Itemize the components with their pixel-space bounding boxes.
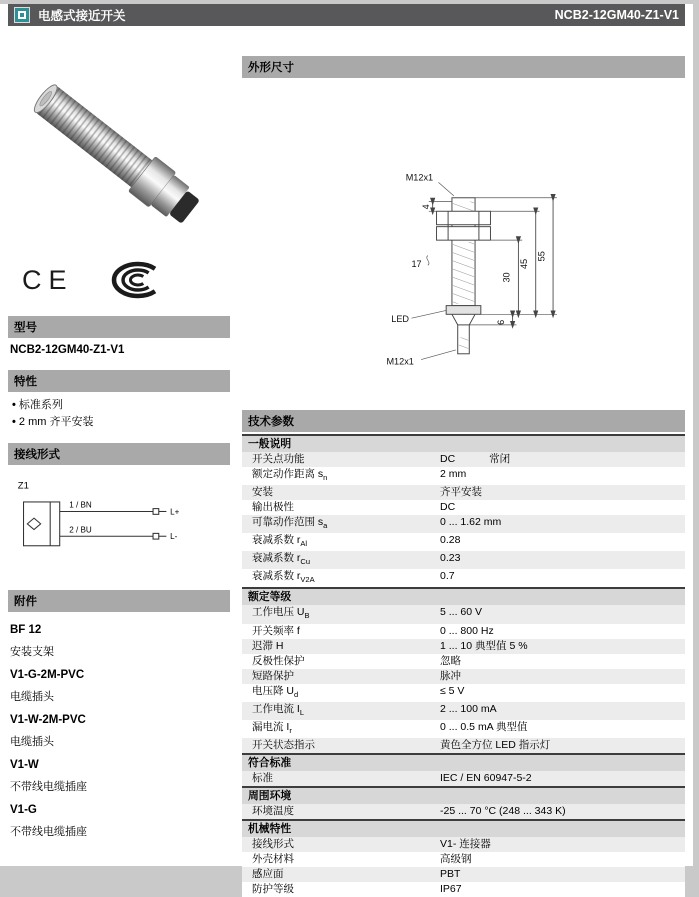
spec-group-header (242, 786, 685, 804)
wire1-label: 1 / BN (69, 500, 92, 510)
spec-row (242, 720, 685, 738)
spec-value: 1 ... 10 典型值 5 % (440, 639, 528, 652)
accessory-name: V1-G-2M-PVC (10, 669, 85, 681)
header-bar (8, 4, 685, 26)
terminal-plus-label: L+ (170, 507, 180, 517)
wiring-diagram (8, 465, 230, 578)
spec-row (242, 452, 685, 467)
dim-45-label: 45 (519, 258, 530, 270)
section-tech-params: 技术参数 (242, 410, 685, 432)
spec-value: 0.23 (440, 552, 461, 565)
spec-value: 黄色全方位 LED 指示灯 (440, 738, 551, 751)
section-accessories: 附件 (8, 590, 230, 612)
spec-value: V1- 连接器 (440, 837, 491, 850)
spec-value: 脉冲 (440, 669, 461, 682)
spec-value: PBT (440, 867, 461, 880)
spec-value: 0 ... 800 Hz (440, 624, 494, 637)
spec-value: IEC / EN 60947-5-2 (440, 771, 532, 784)
spec-row (242, 485, 685, 500)
accessory-description: 电缆插头 (10, 691, 54, 703)
left-column (8, 56, 230, 897)
spec-group-header (242, 587, 685, 605)
spec-label: 可靠动作范围 $s_a$ (252, 516, 328, 531)
spec-row (242, 605, 685, 623)
spec-row (242, 738, 685, 753)
led-label: LED (391, 314, 410, 325)
accessory-description: 电缆插头 (10, 736, 54, 748)
spec-value: DC 常闭 (440, 453, 511, 465)
datasheet-page (0, 4, 693, 895)
spec-row (242, 551, 685, 569)
spec-label: 接线形式 (252, 837, 294, 850)
spec-value: -25 ... 70 °C (248 ... 343 K) (440, 804, 566, 817)
spec-value: 0 ... 0.5 mA 典型值 (440, 720, 528, 733)
dimension-drawing-svg (242, 78, 685, 410)
spec-label: 开关频率 f (252, 624, 300, 637)
spec-label: 工作电压 $U_B$ (252, 606, 310, 621)
accessory-item (10, 804, 228, 839)
certification-marks (8, 256, 230, 304)
spec-value: 0 ... 1.62 mm (440, 516, 502, 529)
accessory-name: V1-W (10, 759, 39, 771)
dim-30-label: 30 (501, 272, 512, 283)
spec-label: 漏电流 $I_r$ (252, 720, 292, 735)
accessory-name: V1-G (10, 804, 37, 816)
wiring-diagram-svg (14, 473, 214, 569)
product-photo-svg (8, 56, 230, 256)
spec-value: 5 ... 60 V (440, 606, 483, 619)
dim-thread-bottom-label: M12x1 (386, 356, 414, 367)
accessory-description: 不带线电缆插座 (10, 781, 87, 793)
features-list (8, 392, 230, 431)
spec-value: 2 mm (440, 468, 467, 480)
spec-label: 输出极性 (252, 501, 294, 514)
spec-value: DC (440, 501, 456, 514)
spec-label: 感应面 (252, 867, 284, 880)
spec-label: 环境温度 (252, 804, 294, 817)
accessory-item (10, 669, 228, 704)
spec-row (242, 569, 685, 587)
spec-label: 衰减系数 $r_{V2A}$ (252, 570, 315, 585)
spec-group-title: 符合标准 (248, 756, 292, 769)
tech-table (242, 434, 685, 897)
spec-row (242, 624, 685, 639)
wiring-label: Z1 (17, 480, 29, 492)
right-column (242, 56, 685, 897)
spec-label: 电压降 $U_d$ (252, 684, 299, 699)
spec-row (242, 702, 685, 720)
dim-thread-top-label: M12x1 (405, 172, 434, 183)
page-title: 电感式接近开关 (38, 9, 126, 23)
section-connection: 接线形式 (8, 443, 230, 465)
spec-row (242, 467, 685, 485)
feature-item: • 2 mm 齐平安装 (10, 414, 228, 431)
accessory-description: 不带线电缆插座 (10, 826, 87, 838)
spec-group-title: 周围环境 (248, 789, 292, 802)
spec-row (242, 804, 685, 819)
dim-4-label: 4 (420, 204, 431, 210)
wire2-label: 2 / BU (69, 525, 92, 535)
spec-value: 2 ... 100 mA (440, 702, 497, 715)
spec-value: IP67 (440, 882, 462, 895)
spec-group-header (242, 753, 685, 771)
accessory-description: 安装支架 (10, 646, 54, 658)
spec-value: 0.7 (440, 570, 455, 583)
spec-value: 高级钢 (440, 852, 472, 865)
spec-label: 短路保护 (252, 669, 294, 682)
spec-group-title: 机械特性 (248, 822, 292, 835)
spec-label: 工作电流 $I_L$ (252, 702, 305, 717)
accessories-list (8, 612, 230, 839)
spec-row (242, 500, 685, 515)
spec-label: 安装 (252, 486, 273, 499)
section-model: 型号 (8, 316, 230, 338)
spec-row (242, 515, 685, 533)
spec-label: 开关状态指示 (252, 738, 315, 751)
accessory-item (10, 624, 228, 659)
dim-17-label: 17 (411, 259, 422, 270)
spec-label: 衰减系数 $r_{Al}$ (252, 534, 308, 549)
spec-row (242, 533, 685, 551)
spec-group-title: 一般说明 (248, 438, 292, 450)
section-dimensions: 外形尺寸 (242, 56, 685, 78)
spec-label: 反极性保护 (252, 654, 305, 667)
dimension-drawing (242, 78, 685, 410)
spec-label: 额定动作距离 $s_n$ (252, 468, 328, 483)
accessory-name: V1-W-2M-PVC (10, 714, 86, 726)
spec-label: 衰减系数 $r_{Cu}$ (252, 552, 311, 567)
spec-row (242, 669, 685, 684)
accessory-item (10, 759, 228, 794)
spec-row (242, 684, 685, 702)
spec-label: 标准 (252, 771, 273, 784)
header-model-number: NCB2-12GM40-Z1-V1 (554, 8, 679, 22)
spec-row (242, 639, 685, 654)
spec-value: 0.28 (440, 534, 461, 547)
spec-row (242, 882, 685, 897)
feature-item: • 标准系列 (10, 397, 228, 414)
spec-label: 外壳材料 (252, 852, 294, 865)
sensor-pictogram-icon (14, 7, 30, 23)
accessory-item (10, 714, 228, 749)
spec-value: 忽略 (440, 654, 461, 667)
spec-row (242, 771, 685, 786)
spec-row (242, 867, 685, 882)
spec-group-header (242, 434, 685, 452)
spec-row (242, 654, 685, 669)
spec-value: 齐平安装 (440, 486, 482, 499)
terminal-minus-label: L- (170, 532, 178, 542)
spec-value: ≤ 5 V (440, 684, 465, 697)
spec-group-header (242, 819, 685, 837)
spec-group-title: 额定等级 (248, 591, 292, 604)
spec-label: 防护等级 (252, 882, 294, 895)
dim-6-label: 6 (495, 319, 506, 325)
model-number: NCB2-12GM40-Z1-V1 (10, 344, 125, 356)
product-photo (8, 56, 230, 256)
spec-label: 迟滞 H (252, 639, 284, 652)
ccc-mark-icon (108, 258, 172, 302)
spec-row (242, 837, 685, 852)
spec-row (242, 852, 685, 867)
section-features: 特性 (8, 370, 230, 392)
spec-label: 开关点功能 (252, 453, 305, 465)
accessory-name: BF 12 (10, 624, 42, 636)
dim-55-label: 55 (536, 251, 547, 262)
ce-mark-icon: CE (22, 264, 74, 295)
